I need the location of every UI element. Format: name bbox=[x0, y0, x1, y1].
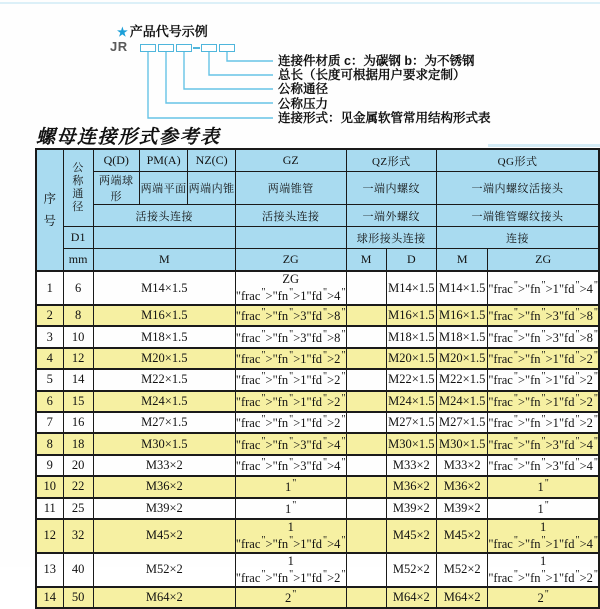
header-cell: ZG bbox=[488, 249, 599, 272]
table-cell: M14×1.5 bbox=[93, 271, 235, 305]
callout-line bbox=[184, 52, 273, 89]
table-cell: 7 bbox=[36, 412, 63, 433]
table-cell: 2 bbox=[36, 305, 63, 326]
header-cell: ZG bbox=[235, 249, 346, 272]
table-cell: M14×1.5 bbox=[386, 271, 437, 305]
table-cell: 1" bbox=[235, 498, 346, 519]
table-cell: "frac">"fn">3"fd">4" bbox=[235, 433, 346, 454]
header-cell: mm bbox=[63, 249, 93, 272]
table-row bbox=[36, 412, 599, 433]
table-cell bbox=[346, 553, 386, 587]
table-cell: M27×1.5 bbox=[386, 412, 437, 433]
table-cell: 1 "frac">"fn">1"fd">2" bbox=[235, 553, 346, 585]
callout-labels bbox=[278, 54, 491, 125]
header-cell: 两端内锥 bbox=[188, 172, 235, 205]
table-cell: M45×2 bbox=[437, 519, 488, 553]
table-cell bbox=[346, 391, 386, 412]
table-row bbox=[36, 553, 599, 587]
table-row bbox=[36, 519, 599, 553]
star-icon: ★ bbox=[117, 25, 128, 39]
table-cell: 15 bbox=[63, 391, 93, 412]
table-cell: "frac">"fn">3"fd">8" bbox=[488, 305, 599, 326]
diagram-heading bbox=[117, 21, 208, 40]
table-cell bbox=[346, 519, 386, 553]
code-box bbox=[158, 44, 174, 52]
table-cell bbox=[346, 412, 386, 433]
table-row bbox=[36, 305, 599, 326]
callout-line bbox=[148, 52, 273, 118]
table-cell bbox=[346, 271, 386, 305]
header-cell bbox=[93, 227, 235, 249]
table-cell: M18×1.5 bbox=[386, 326, 437, 347]
table-row bbox=[36, 455, 599, 476]
code-box bbox=[219, 44, 235, 52]
table-cell: M30×1.5 bbox=[437, 433, 488, 454]
callout-line bbox=[166, 52, 273, 103]
table-cell: M16×1.5 bbox=[437, 305, 488, 326]
header-cell: 活接头连接 bbox=[93, 205, 235, 227]
table-row bbox=[36, 476, 599, 497]
table-cell: M18×1.5 bbox=[93, 326, 235, 347]
table-cell: 32 bbox=[63, 519, 93, 553]
table-cell: 50 bbox=[63, 587, 93, 608]
table-cell: 2" bbox=[235, 587, 346, 608]
table-cell: M64×2 bbox=[437, 587, 488, 608]
callout-line bbox=[209, 52, 273, 75]
table-cell: M30×1.5 bbox=[386, 433, 437, 454]
header-cell: D bbox=[386, 249, 437, 272]
header-cell: 两端平面 bbox=[139, 172, 188, 205]
table-cell bbox=[346, 498, 386, 519]
header-cell: 一端锥管螺纹接头 bbox=[437, 205, 599, 227]
header-cell: M bbox=[93, 249, 235, 272]
table-cell: M22×1.5 bbox=[437, 369, 488, 390]
header-cell bbox=[235, 227, 346, 249]
table-cell: 8 bbox=[36, 433, 63, 454]
table-cell: M20×1.5 bbox=[437, 348, 488, 369]
header-cell: 一端内螺纹 bbox=[346, 172, 437, 205]
table-cell: M64×2 bbox=[386, 587, 437, 608]
reference-table bbox=[35, 148, 600, 609]
table-cell: 14 bbox=[36, 587, 63, 608]
table-cell: "frac">"fn">1"fd">4" bbox=[488, 271, 599, 305]
table-cell bbox=[346, 476, 386, 497]
table-row bbox=[36, 348, 599, 369]
table-cell bbox=[346, 433, 386, 454]
table-cell: "frac">"fn">1"fd">2" bbox=[488, 412, 599, 433]
table-cell: 40 bbox=[63, 553, 93, 587]
table-row bbox=[36, 369, 599, 390]
table-cell bbox=[346, 348, 386, 369]
table-cell: 18 bbox=[63, 433, 93, 454]
table-cell: "frac">"fn">1"fd">2" bbox=[235, 391, 346, 412]
table-cell: M16×1.5 bbox=[93, 305, 235, 326]
table-cell: 1" bbox=[488, 476, 599, 497]
header-cell: 两端球形 bbox=[93, 172, 139, 205]
header-row bbox=[36, 172, 599, 205]
table-cell: "frac">"fn">3"fd">4" bbox=[235, 455, 346, 476]
table-cell: 8 bbox=[63, 305, 93, 326]
table-cell: M45×2 bbox=[386, 519, 437, 553]
table-cell: 1 bbox=[36, 271, 63, 305]
table-cell: "frac">"fn">1"fd">2" bbox=[488, 391, 599, 412]
header-cell: 两端锥管 bbox=[235, 172, 346, 205]
table-cell: 10 bbox=[36, 476, 63, 497]
table-cell: M27×1.5 bbox=[437, 412, 488, 433]
diagram-heading-text: 产品代号示例 bbox=[129, 24, 208, 39]
table-cell: "frac">"fn">1"fd">2" bbox=[235, 412, 346, 433]
table-cell bbox=[346, 587, 386, 608]
code-box bbox=[201, 44, 217, 52]
table-cell: M20×1.5 bbox=[93, 348, 235, 369]
header-cell: GZ bbox=[235, 149, 346, 172]
table-cell: 25 bbox=[63, 498, 93, 519]
table-cell: M36×2 bbox=[437, 476, 488, 497]
table-row bbox=[36, 391, 599, 412]
table-cell bbox=[346, 455, 386, 476]
header-cell: QZ形式 bbox=[346, 149, 437, 172]
header-cell: Q(D) bbox=[93, 149, 139, 172]
callout-label-nominal-diameter: 公称通径 bbox=[278, 82, 329, 97]
table-cell: "frac">"fn">1"fd">2" bbox=[488, 369, 599, 390]
header-cell: 球形接头连接 bbox=[346, 227, 437, 249]
table-cell: M64×2 bbox=[93, 587, 235, 608]
table-cell: 14 bbox=[63, 369, 93, 390]
header-cell: NZ(C) bbox=[188, 149, 235, 172]
table-cell: M33×2 bbox=[93, 455, 235, 476]
table-cell: 4 bbox=[36, 348, 63, 369]
table-row bbox=[36, 587, 599, 608]
header-cell: 序 号 bbox=[36, 149, 63, 271]
callout-label-connection-form: 连接形式：见金属软管常用结构形式表 bbox=[278, 110, 491, 125]
table-cell: "frac">"fn">3"fd">8" bbox=[488, 326, 599, 347]
header-row bbox=[36, 227, 599, 249]
table-cell: M16×1.5 bbox=[386, 305, 437, 326]
table-cell: M33×2 bbox=[437, 455, 488, 476]
table-cell: 1 "frac">"fn">1"fd">4" bbox=[235, 519, 346, 551]
table-cell: M24×1.5 bbox=[93, 391, 235, 412]
header-cell: D1 bbox=[63, 227, 93, 249]
callout-label-material: 连接件材质 c：为碳钢 b：为不锈钢 bbox=[278, 54, 475, 68]
header-cell: 连接 bbox=[437, 227, 599, 249]
table-cell: 11 bbox=[36, 498, 63, 519]
header-cell: 一端外螺纹 bbox=[346, 205, 437, 227]
header-cell: 活接头连接 bbox=[235, 205, 346, 227]
table-cell: 6 bbox=[36, 391, 63, 412]
table-cell: "frac">"fn">3"fd">4" bbox=[488, 455, 599, 476]
code-box bbox=[176, 44, 192, 52]
table-row bbox=[36, 498, 599, 519]
table-cell: 22 bbox=[63, 476, 93, 497]
table-cell bbox=[346, 326, 386, 347]
table-cell: M52×2 bbox=[437, 553, 488, 587]
header-row bbox=[36, 249, 599, 272]
table-row bbox=[36, 271, 599, 305]
table-cell: "frac">"fn">3"fd">8" bbox=[235, 305, 346, 326]
table-cell: M24×1.5 bbox=[437, 391, 488, 412]
table-cell: 1 "frac">"fn">1"fd">2" bbox=[488, 553, 598, 585]
header-cell: 一端内螺纹活接头 bbox=[437, 172, 599, 205]
table-cell: M24×1.5 bbox=[386, 391, 437, 412]
callout-line bbox=[227, 52, 273, 61]
table-cell bbox=[346, 305, 386, 326]
table-cell: 12 bbox=[63, 348, 93, 369]
product-code-prefix: JR bbox=[110, 39, 128, 54]
table-cell: "frac">"fn">3"fd">4" bbox=[488, 433, 599, 454]
table-cell: "frac">"fn">1"fd">2" bbox=[488, 348, 599, 369]
table-cell: 16 bbox=[63, 412, 93, 433]
table-cell: M36×2 bbox=[386, 476, 437, 497]
table-cell: 6 bbox=[63, 271, 93, 305]
table-row bbox=[36, 326, 599, 347]
table-cell: 2" bbox=[488, 587, 599, 608]
table-cell: M52×2 bbox=[93, 553, 235, 587]
header-row bbox=[36, 149, 599, 172]
table-cell: M30×1.5 bbox=[93, 433, 235, 454]
table-cell: M33×2 bbox=[386, 455, 437, 476]
table-cell: 9 bbox=[36, 455, 63, 476]
table-cell: M20×1.5 bbox=[386, 348, 437, 369]
table-cell: 1 "frac">"fn">1"fd">4" bbox=[488, 519, 598, 551]
callout-label-total-length: 总长（长度可根据用户要求定制） bbox=[278, 68, 466, 83]
table-cell: 12 bbox=[36, 519, 63, 553]
table-cell: 13 bbox=[36, 553, 63, 587]
table-cell: M39×2 bbox=[437, 498, 488, 519]
header-cell: PM(A) bbox=[139, 149, 188, 172]
table-row bbox=[36, 433, 599, 454]
header-row bbox=[36, 205, 599, 227]
table-cell: 1" bbox=[488, 498, 599, 519]
table-cell: M52×2 bbox=[386, 553, 437, 587]
table-cell: "frac">"fn">3"fd">8" bbox=[235, 326, 346, 347]
header-cell: M bbox=[437, 249, 488, 272]
callout-label-nominal-pressure: 公称压力 bbox=[278, 96, 329, 111]
table-cell: M45×2 bbox=[93, 519, 235, 553]
table-cell: M18×1.5 bbox=[437, 326, 488, 347]
table-cell: 5 bbox=[36, 369, 63, 390]
header-cell: 公 称 通 径 bbox=[63, 149, 93, 227]
table-cell: M39×2 bbox=[386, 498, 437, 519]
header-cell: M bbox=[346, 249, 386, 272]
table-cell: 20 bbox=[63, 455, 93, 476]
header-cell: QG形式 bbox=[437, 149, 599, 172]
code-box bbox=[140, 44, 156, 52]
table-cell: 3 bbox=[36, 326, 63, 347]
table-cell: M27×1.5 bbox=[93, 412, 235, 433]
page-title: 螺母连接形式参考表 bbox=[36, 127, 221, 148]
table-cell: M39×2 bbox=[93, 498, 235, 519]
code-dash bbox=[193, 47, 200, 49]
table-cell: 1" bbox=[235, 476, 346, 497]
table-cell: M22×1.5 bbox=[386, 369, 437, 390]
table-cell bbox=[346, 369, 386, 390]
table-cell: M22×1.5 bbox=[93, 369, 235, 390]
table-cell: "frac">"fn">1"fd">2" bbox=[235, 348, 346, 369]
table-cell: M36×2 bbox=[93, 476, 235, 497]
table-cell: M14×1.5 bbox=[437, 271, 488, 305]
table-cell: ZG "frac">"fn">1"fd">4" bbox=[235, 272, 346, 303]
table-cell: 10 bbox=[63, 326, 93, 347]
table-cell: "frac">"fn">1"fd">2" bbox=[235, 369, 346, 390]
